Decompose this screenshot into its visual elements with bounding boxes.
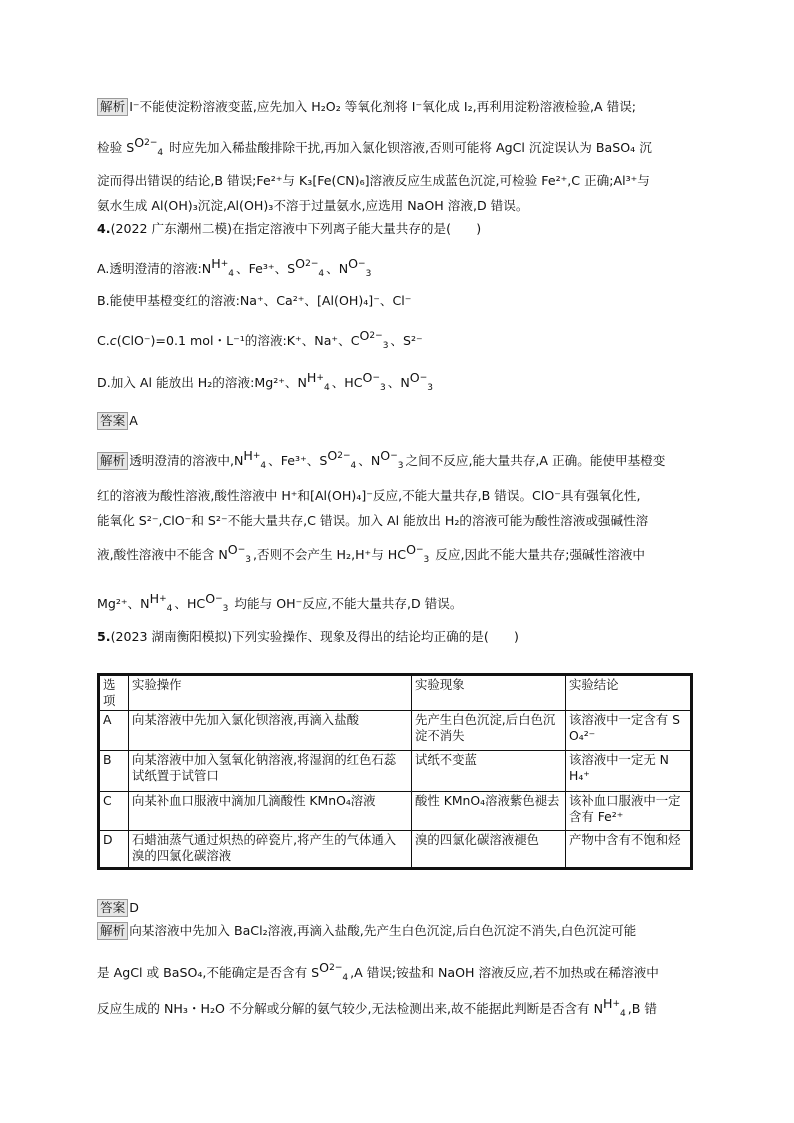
nitrate-ion: $NO^-_3$: [400, 370, 433, 393]
header-operation: 实验操作: [129, 675, 412, 711]
sulfate-ion: $SO^{2-}_4$: [319, 448, 357, 471]
q4-analysis-line: Mg²⁺、$NH^+_4$ 、$HCO^-_3$ 均能与 OH⁻反应,不能大量共存,D 错误。: [97, 591, 463, 614]
table-row: B 向某溶液中加入氢氧化钠溶液,将湿润的红色石蕊试纸置于试管口 试纸不变蓝 该溶液中一定无 N H₄⁺: [99, 751, 692, 792]
sulfate-ion: $SO^{2-}_4$: [126, 135, 164, 158]
nitrate-ion: $NO^-_3$: [370, 448, 404, 471]
q5-analysis-line: 反应生成的 NH₃・H₂O 不分解或分解的氨气较少,无法检测出来,故不能据此判断是否含有 $NH^+_4$ ,B 错: [97, 996, 658, 1019]
table-row: A 向某溶液中先加入氯化钡溶液,再滴入盐酸 先产生白色沉淀,后白色沉淀不消失 该溶液中一定含有 S O₄²⁻: [99, 711, 692, 751]
q4-analysis-line: 液,酸性溶液中不能含 $NO^-_3$ ,否则不会产生 H₂,H⁺与 $HCO^-_3$ 反应,因此不能大量共存;强碱性溶液中: [97, 542, 646, 565]
bicarbonate-ion: $HCO^-_3$: [186, 591, 229, 614]
analysis-tag: 解析: [97, 452, 128, 470]
question-5-stem: 5.(2023 湖南衡阳模拟)下列实验操作、现象及得出的结论均正确的是( ): [97, 629, 519, 644]
analysis-text: 时应先加入稀盐酸排除干扰,再加入氯化钡溶液,否则可能将 AgCl 沉淀误认为 BaSO₄ 沉: [165, 140, 652, 155]
q4-analysis-line: 能氧化 S²⁻,ClO⁻和 S²⁻不能大量共存,C 错误。加入 Al 能放出 H₂的溶液可能为酸性溶液或强碱性溶: [97, 513, 649, 528]
ammonium-ion: $NH^+_4$: [233, 448, 267, 471]
bicarbonate-ion: $HCO^-_3$: [387, 542, 430, 565]
q4-analysis-line: 解析 透明澄清的溶液中$,NH^+_4$ 、Fe³⁺、$SO^{2-}_4$ 、$NO^-_3$ 之间不反应,能大量共存,A 正确。能使甲基橙变: [97, 452, 665, 472]
analysis-text: 检验: [97, 140, 127, 155]
analysis-line: [97, 197, 528, 215]
q5-analysis-line: 解析 向某溶液中先加入 BaCl₂溶液,再滴入盐酸,先产生白色沉淀,后白色沉淀不消失,白色沉淀可能: [97, 922, 636, 940]
q5-analysis-line: 是 AgCl 或 BaSO₄,不能确定是否含有 $SO^{2-}_4$ ,A 错误;铵盐和 NaOH 溶液反应,若不加热或在稀溶液中: [97, 960, 659, 983]
sulfate-ion: $SO^{2-}_4$: [287, 256, 325, 279]
analysis-text: I⁻不能使淀粉溶液变蓝,应先加入 H₂O₂ 等氧化剂将 I⁻氧化成 I₂,再利用淀粉溶液检验,A 错误;: [129, 99, 637, 114]
q4-option-b: B.能使甲基橙变红的溶液:Na⁺、Ca²⁺、[Al(OH)₄]⁻、Cl⁻: [97, 293, 412, 308]
nitrate-ion: $NO^-_3$: [338, 256, 372, 279]
q5-answer: 答案 D: [97, 899, 139, 917]
q4-option-a: A.透明澄清的溶液$:NH^+_4$ 、Fe³⁺、$SO^{2-}_4$ 、$NO^-_3$: [97, 256, 372, 279]
question-4-stem: 4.(2022 广东潮州二模)在指定溶液中下列离子能大量共存的是( ): [97, 221, 482, 236]
experiment-table: [97, 673, 693, 870]
ammonium-ion: $NH^+_4$: [297, 370, 330, 393]
ammonium-ion: $NH^+_4$: [140, 591, 173, 614]
analysis-tag: 解析: [97, 98, 128, 116]
q4-analysis-line: 红的溶液为酸性溶液,酸性溶液中 H⁺和[Al(OH)₄]⁻反应,不能大量共存,B 错误。ClO⁻具有强氧化性,: [97, 488, 641, 503]
q4-option-c: C.c(ClO⁻)=0.1 mol・L⁻¹的溶液:K⁺、Na⁺、$CO^{2-}_3$ 、S²⁻: [97, 328, 423, 351]
carbonate-ion: $CO^{2-}_3$: [350, 328, 389, 351]
nitrate-ion: $NO^-_3$: [218, 542, 251, 565]
ammonium-ion: $NH^+_4$: [201, 256, 234, 279]
table-row: C 向某补血口服液中滴加几滴酸性 KMnO₄溶液 酸性 KMnO₄溶液紫色褪去 该补血口服液中一定含有 Fe²⁺: [99, 792, 692, 831]
table-header-row: [99, 675, 692, 711]
analysis-text: 淀而得出错误的结论,B 错误;Fe²⁺与 K₃[Fe(CN)₆]溶液反应生成蓝色沉淀,可检验 Fe²⁺,C 正确;Al³⁺与: [97, 173, 650, 188]
analysis-text: 氨水生成 Al(OH)₃沉淀,Al(OH)₃不溶于过量氨水,应选用 NaOH 溶液,D 错误。: [97, 198, 529, 213]
bicarbonate-ion: $HCO^-_3$: [344, 370, 386, 393]
analysis-tag: 解析: [97, 922, 128, 940]
header-option: 选项: [99, 675, 129, 711]
q4-option-d: D.加入 Al 能放出 H₂的溶液:Mg²⁺、$NH^+_4$ 、$HCO^-_3$ 、$NO^-_3$: [97, 370, 433, 393]
table-row: D 石蜡油蒸气通过炽热的碎瓷片,将产生的气体通入溴的四氯化碳溶液 溴的四氯化碳溶液褪色 产物中含有不饱和烃: [99, 831, 692, 869]
answer-tag: 答案: [97, 412, 128, 430]
analysis-line: [97, 98, 636, 116]
ammonium-ion: $NH^+_4$: [593, 996, 626, 1019]
analysis-line: [97, 135, 652, 159]
answer-tag: 答案: [97, 899, 128, 917]
q4-answer: 答案 A: [97, 412, 138, 430]
header-phenomenon: 实验现象: [412, 675, 566, 711]
analysis-line: [97, 172, 650, 190]
header-conclusion: 实验结论: [566, 675, 692, 711]
sulfate-ion: $SO^{2-}_4$: [311, 960, 349, 983]
